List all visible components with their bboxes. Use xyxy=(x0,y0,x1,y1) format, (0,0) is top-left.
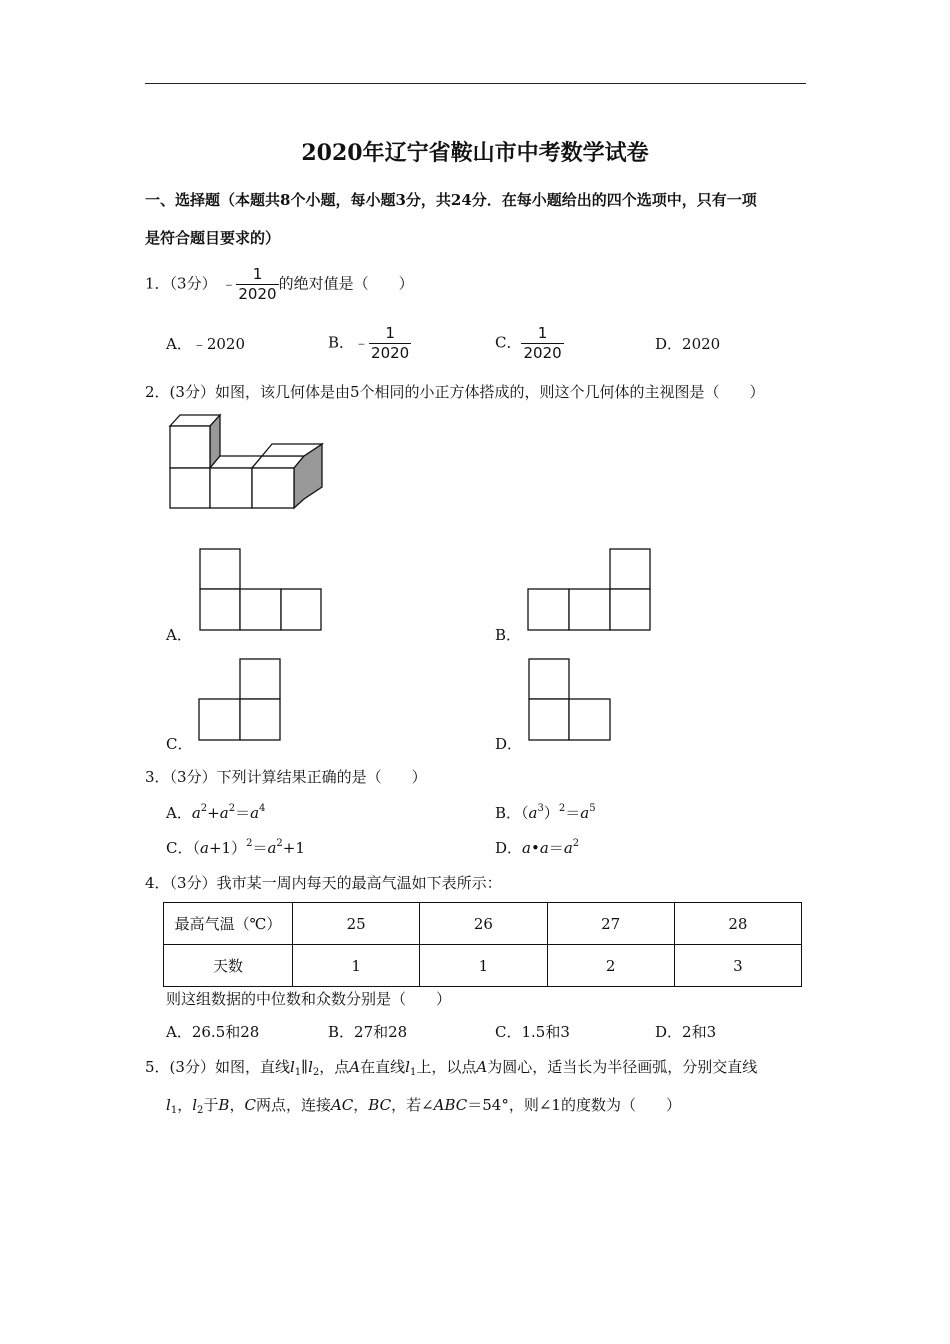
q3-option-a: A．$a^2+a^2=a^4$ xyxy=(166,803,266,822)
front-cube-upper xyxy=(170,426,210,468)
q1-option-b-fraction xyxy=(369,325,411,362)
question-4: 4．（3分）我市某一周内每天的最高气温如下表所示： xyxy=(145,874,502,892)
q1-option-c-numerator: 1 xyxy=(537,324,548,342)
table-cell: 1 xyxy=(420,945,547,987)
question-3: 3．（3分）下列计算结果正确的是（ ） xyxy=(145,768,427,786)
section-heading-line1: 一、选择题（本题共8个小题，每小题3分，共24分．在每小题给出的四个选项中，只有一项 xyxy=(145,191,757,209)
q5-text: ，点 xyxy=(319,1058,350,1076)
q5-text: ， xyxy=(229,1096,245,1114)
q2-option-b-figure xyxy=(526,547,654,633)
q1-option-a-label: A． xyxy=(166,335,192,353)
q3-option-d-label: D． xyxy=(495,839,523,857)
q5-segment-ac: AC xyxy=(330,1096,354,1114)
table-cell: 25 xyxy=(293,903,420,945)
q1-option-c-denominator: 2020 xyxy=(523,344,562,362)
q2-option-c-figure xyxy=(197,657,283,743)
q3-option-c: C．$(a+1)^2=a^2+1$ xyxy=(166,838,305,857)
q1-stem: 的绝对值是（ ） xyxy=(278,274,414,293)
q5-l: l xyxy=(166,1096,171,1114)
q1-option-d-label: D． xyxy=(655,335,683,353)
q1-option-c xyxy=(495,325,564,362)
table-cell: 26 xyxy=(420,903,547,945)
q3-option-a-label: A． xyxy=(166,804,192,822)
front-cube-2 xyxy=(210,468,252,508)
q1-option-a xyxy=(166,333,245,354)
q5-text: 为圆心，适当长为半径画弧，分别交直线 xyxy=(487,1058,758,1076)
q5-text: ，若∠ xyxy=(391,1096,434,1114)
q4-question: 则这组数据的中位数和众数分别是（ ） xyxy=(166,990,452,1008)
table-header-temp: 最高气温（℃） xyxy=(164,903,293,945)
q3-option-d: D．$a•a=a^2$ xyxy=(495,838,580,857)
q5-parallel: ∥ xyxy=(301,1058,309,1076)
q3-option-c-label: C． xyxy=(166,839,193,857)
q5-text: 5．(3分）如图，直线 xyxy=(145,1058,290,1076)
question-5-line2 xyxy=(166,1094,681,1115)
q5-l: l xyxy=(289,1058,295,1076)
q2-option-b-label: B． xyxy=(495,626,522,644)
q5-text: 在直线 xyxy=(360,1058,406,1076)
q1-option-c-fraction xyxy=(521,325,563,362)
q2-option-d-label: D． xyxy=(495,735,523,753)
front-cube-3 xyxy=(252,468,294,508)
table-cell: 3 xyxy=(674,945,801,987)
q1-option-b xyxy=(328,325,411,362)
q1-option-b-denominator: 2020 xyxy=(371,344,410,362)
q5-text: ， xyxy=(177,1096,193,1114)
table-row xyxy=(164,903,802,945)
q5-l: l xyxy=(308,1058,313,1076)
q5-point-a: A xyxy=(476,1058,488,1076)
q4-option-a: A．26.5和28 xyxy=(166,1023,260,1041)
front-cube-1 xyxy=(170,468,210,508)
q5-text: 于 xyxy=(203,1096,219,1114)
q5-point-c: C xyxy=(244,1096,256,1114)
q5-sub: 2 xyxy=(197,1105,204,1116)
q5-text: ＝54°，则∠1的度数为（ ） xyxy=(467,1096,681,1114)
q4-option-b: B．27和28 xyxy=(328,1023,408,1041)
q4-option-d: D．2和3 xyxy=(655,1023,717,1041)
section-heading-line2: 是符合题目要求的） xyxy=(145,229,281,247)
q2-option-a-figure xyxy=(198,547,324,633)
table-cell: 27 xyxy=(547,903,674,945)
q5-l: l xyxy=(192,1096,198,1114)
q3-option-b: B．$(a^3)^2=a^5$ xyxy=(495,803,596,822)
q1-option-c-label: C． xyxy=(495,333,522,352)
q1-option-b-label: B． xyxy=(328,333,355,352)
table-header-days: 天数 xyxy=(164,945,293,987)
header-rule xyxy=(145,83,806,84)
q1-minus: ﹣ xyxy=(221,274,237,293)
table-cell: 28 xyxy=(674,903,801,945)
q1-option-d xyxy=(655,333,720,354)
q1-fraction-denominator: 2020 xyxy=(238,285,277,303)
q5-sub: 1 xyxy=(294,1067,302,1078)
q1-score: （3分） xyxy=(169,274,217,293)
table-cell: 1 xyxy=(293,945,420,987)
q2-option-d-figure xyxy=(527,657,613,743)
q2-option-a-label: A． xyxy=(166,626,192,644)
q1-option-d-text: 2020 xyxy=(682,335,721,353)
table-cell: 2 xyxy=(547,945,674,987)
q2-option-c-label: C． xyxy=(166,735,193,753)
q5-text: 上，以点 xyxy=(416,1058,477,1076)
q5-sub: 2 xyxy=(312,1067,320,1078)
q1-option-b-numerator: 1 xyxy=(385,324,395,342)
exam-title: 2020年辽宁省鞍山市中考数学试卷 xyxy=(301,140,649,166)
q5-sub: 1 xyxy=(409,1067,417,1078)
q5-text: ， xyxy=(353,1096,369,1114)
q5-sub: 1 xyxy=(170,1105,178,1116)
q5-angle-abc: ABC xyxy=(433,1096,468,1114)
q5-l: l xyxy=(405,1058,410,1076)
table-row xyxy=(164,945,802,987)
q1-fraction xyxy=(236,266,278,303)
q1-number: 1． xyxy=(145,274,170,293)
question-1 xyxy=(145,266,414,303)
question-5-line1 xyxy=(145,1056,757,1077)
q5-segment-bc: BC xyxy=(368,1096,392,1114)
question-2: 2．(3分）如图，该几何体是由5个相同的小正方体搭成的，则这个几何体的主视图是（ ） xyxy=(145,383,765,401)
q1-option-a-text: ﹣2020 xyxy=(191,335,246,353)
q1-option-b-minus: ﹣ xyxy=(354,333,370,352)
q3-option-b-label: B． xyxy=(495,804,522,822)
temperature-table xyxy=(163,902,802,987)
q2-solid-figure xyxy=(168,412,328,512)
q5-point-b: B xyxy=(218,1096,230,1114)
q4-option-c: C．1.5和3 xyxy=(495,1023,570,1041)
q1-fraction-numerator: 1 xyxy=(252,265,263,283)
q5-text: 两点，连接 xyxy=(255,1096,331,1114)
q5-point-a: A xyxy=(349,1058,361,1076)
